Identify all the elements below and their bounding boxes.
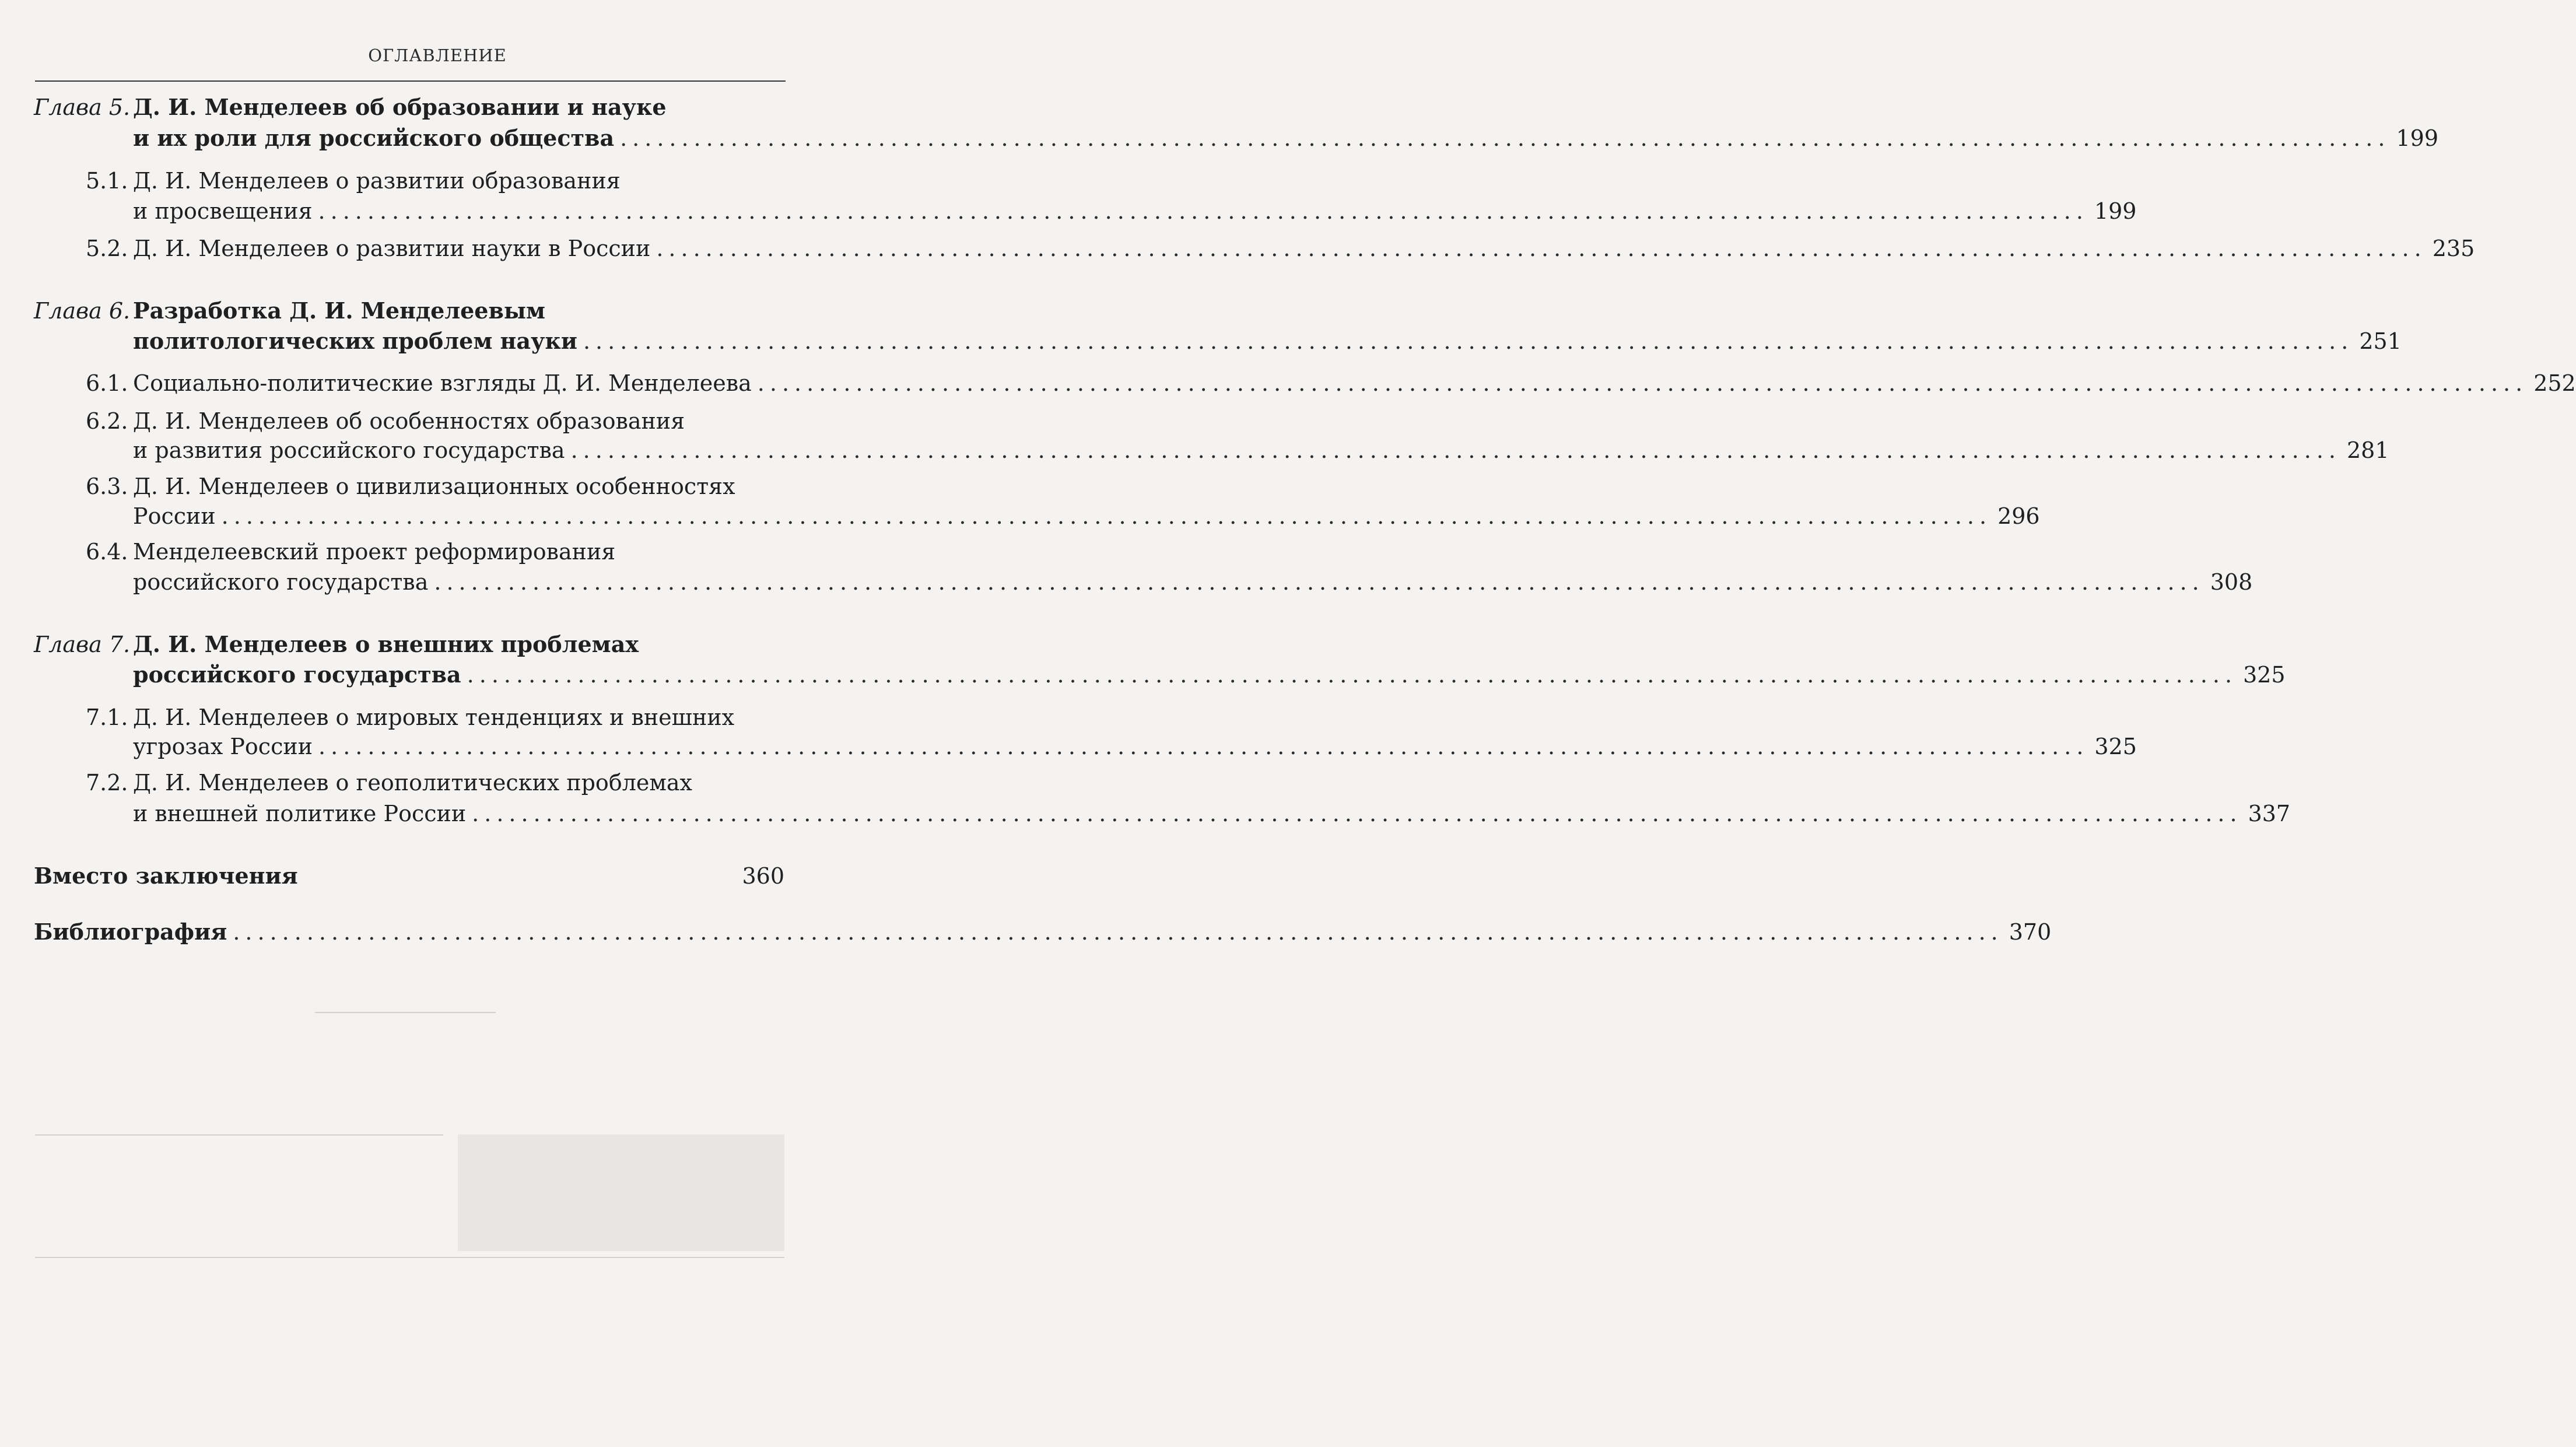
page-number: 360 [742,863,784,889]
section-title: угрозах России [133,734,313,759]
section-title: Д. И. Менделеев о мировых тенденциях и внешних [133,705,735,730]
chapter-title: Д. И. Менделеев об образовании и науке [133,94,667,120]
bibliography-title: Библиография [34,919,227,945]
toc-chapter-6-line-2[interactable] [0,326,2402,356]
section-number: 6.1. [86,370,128,396]
section-title: и просвещения [133,198,313,224]
dot-leader: ................................................................................................................................................ [620,125,2391,151]
chapter-title: политологических проблем науки [133,328,577,354]
dot-leader: ................................................................................................................................................ [570,437,2341,463]
page-number: 370 [2009,919,2052,945]
section-title: Менделеевский проект реформирования [133,539,616,565]
chapter-label: Глава 6. [34,298,131,324]
section-number: 7.2. [86,770,128,796]
page-number: 252 [2533,370,2576,396]
section-title: и развития российского государства [133,437,565,463]
page-number: 199 [2396,125,2438,151]
toc-section-7-1-line-2[interactable] [0,731,2137,762]
section-title: Д. И. Менделеев о цивилизационных особенностях [133,474,735,499]
bleed-through-box [458,1134,784,1251]
chapter-title: и их роли для российского общества [133,125,615,151]
section-number: 6.3. [86,474,128,499]
section-number: 7.1. [86,705,128,730]
toc-section-7-1-line-1[interactable] [0,702,875,733]
chapter-title: Д. И. Менделеев о внешних проблемах [133,631,639,657]
dot-leader: ................................................................................................................................................ [318,734,2089,759]
section-title: Д. И. Менделеев о развитии науки в России [133,236,651,261]
page-number: 308 [2210,569,2253,595]
page-number: 296 [1997,503,2040,529]
toc-chapter-7-line-2[interactable] [0,660,2286,690]
chapter-title: Разработка Д. И. Менделеевым [133,297,545,324]
bleed-through-rule [35,1134,443,1136]
toc-chapter-7-line-1[interactable] [0,629,875,660]
dot-leader: ................................................................................................................................................ [656,236,2427,261]
dot-leader: ................................................................................................................................................ [318,198,2088,224]
conclusion-title: Вместо заключения [34,863,298,889]
page-number: 337 [2248,801,2291,826]
bleed-through-rule [35,1257,784,1258]
page-number: 235 [2432,236,2475,261]
toc-section-6-4-line-2[interactable] [0,567,2253,597]
toc-section-6-4-line-1[interactable] [0,537,875,567]
toc-section-6-2-line-1[interactable] [0,406,875,436]
toc-conclusion[interactable] [0,861,875,891]
toc-section-6-3-line-1[interactable] [0,471,875,502]
toc-section-5-1-line-1[interactable] [0,166,875,196]
section-number: 5.2. [86,236,128,261]
toc-section-5-2[interactable] [0,233,2475,264]
toc-chapter-5-line-2[interactable] [0,123,2438,153]
toc-section-6-1[interactable] [0,368,2576,398]
page-number: 325 [2094,734,2137,759]
toc-chapter-6-line-1[interactable] [0,296,875,326]
header-rule [35,80,786,82]
section-title: и внешней политике России [133,801,467,826]
dot-leader: ................................................................................................................................................ [233,919,2003,945]
section-title: России [133,503,216,529]
toc-section-6-3-line-2[interactable] [0,501,2040,531]
chapter-label: Глава 5. [34,94,131,120]
dot-leader: ................................................................................................................................................ [434,569,2205,595]
chapter-label: Глава 7. [34,632,131,657]
page-number: 199 [2094,198,2137,224]
page-number: 281 [2346,437,2389,463]
toc-section-6-2-line-2[interactable] [0,435,2389,465]
section-number: 5.1. [86,168,128,194]
dot-leader: ................................................................................................................................................ [757,370,2528,396]
toc-bibliography[interactable] [0,917,2052,947]
section-title: Д. И. Менделеев о геополитических проблемах [133,770,692,796]
section-number: 6.4. [86,539,128,565]
toc-section-7-2-line-2[interactable] [0,798,2291,829]
section-title: Д. И. Менделеев об особенностях образования [133,408,685,434]
page-header: ОГЛАВЛЕНИЕ [368,45,507,65]
section-title: Д. И. Менделеев о развитии образования [133,168,621,194]
section-title: Социально-политические взгляды Д. И. Менделеева [133,370,752,396]
dot-leader: ................................................................................................................................................ [467,662,2238,688]
dot-leader: ................................................................................................................................................ [583,328,2354,354]
chapter-title: российского государства [133,661,461,688]
toc-section-7-2-line-1[interactable] [0,768,875,798]
page-number: 325 [2243,662,2286,688]
page-number: 251 [2359,328,2402,354]
bleed-through-rule [315,1012,496,1013]
toc-section-5-1-line-2[interactable] [0,196,2137,226]
dot-leader: ................................................................................................................................................ [472,801,2242,826]
dot-leader: ................................................................................................................................................ [221,503,1992,529]
section-number: 6.2. [86,408,128,434]
section-title: российского государства [133,569,429,595]
toc-chapter-5-line-1[interactable] [0,92,875,122]
